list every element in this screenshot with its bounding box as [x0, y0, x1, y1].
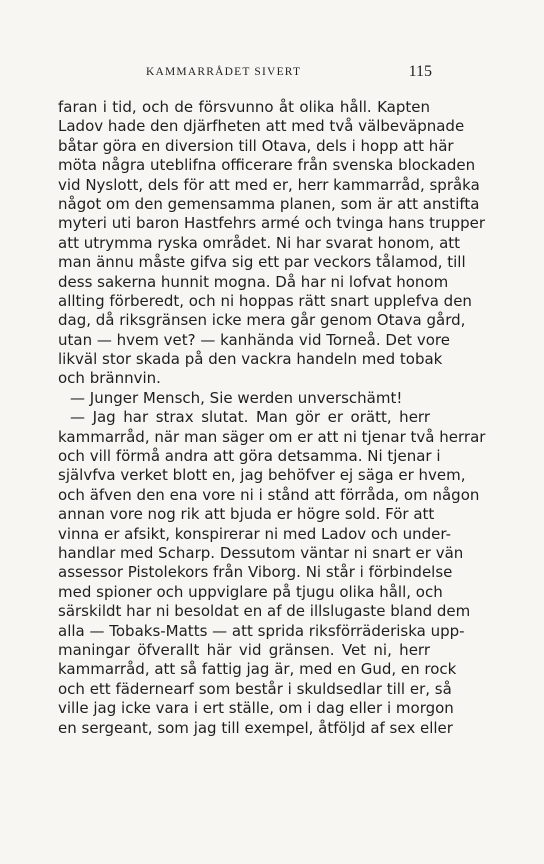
- running-title: KAMMARRÅDET SIVERT: [146, 66, 302, 78]
- text-line: vinna er afsikt, konspirerar ni med Ladov och under-: [58, 524, 451, 543]
- text-line: särskildt har ni besoldat en af de illslugaste bland dem: [58, 602, 471, 621]
- text-line: och vill förmå andra att göra detsamma. Ni tjenar i: [58, 447, 441, 466]
- text-line: — Junger Mensch, Sie werden unverschämt!: [70, 388, 403, 407]
- text-line: och brännvin.: [58, 369, 161, 388]
- text-line: handlar med Scharp. Dessutom väntar ni snart er vän: [58, 543, 464, 562]
- text-line: en sergeant, som jag till exempel, åtföljd af sex eller: [58, 718, 453, 737]
- text-line: båtar göra en diversion till Otava, dels i hopp att här: [58, 136, 454, 155]
- text-line: annan vore nog rik att bjuda er högre sold. För att: [58, 505, 435, 524]
- text-line: kammarråd, att så fattig jag är, med en Gud, en rock: [58, 660, 457, 679]
- text-line: man ännu måste gifva sig ett par veckors tålamod, till: [58, 253, 466, 272]
- text-line: Ladov hade den djärfheten att med två välbeväpnade: [58, 117, 465, 136]
- text-line: och äfven den ena vore ni i stånd att förråda, om någon: [58, 485, 480, 504]
- text-line: dess sakerna hunnit mogna. Då har ni lofvat honom: [58, 272, 449, 291]
- text-line: med spioner och uppviglare på tjugu olika håll, och: [58, 582, 443, 601]
- text-line: utan — hvem vet? — kanhända vid Torneå. Det vore: [58, 330, 450, 349]
- text-line: att utrymma ryska området. Ni har svarat honom, att: [58, 233, 461, 252]
- text-line: något om den gemensamma planen, som är att anstifta: [58, 194, 480, 213]
- text-line: alla — Tobaks-Matts — att sprida riksförräderiska upp-: [58, 621, 465, 640]
- text-line: — Jag har strax slutat. Man gör er orätt, herr: [70, 408, 430, 427]
- running-head: [112, 63, 432, 86]
- text-line: faran i tid, och de försvunno åt olika håll. Kapten: [58, 98, 430, 116]
- text-line: möta några uteblifna officerare från svenska blockaden: [58, 156, 476, 175]
- body-text: [58, 98, 486, 738]
- text-line: ville jag icke vara i ert ställe, om i dag eller i morgon: [58, 699, 454, 718]
- text-line: likväl stor skada på den vackra handeln med tobak: [58, 350, 443, 369]
- text-line: myteri uti baron Hastfehrs armé och tvinga hans trupper: [58, 214, 486, 233]
- text-line: dag, då riksgränsen icke mera går genom Otava gård,: [58, 311, 466, 330]
- text-line: och ett fädernearf som består i skuldsedlar till er, så: [58, 679, 452, 698]
- page-number: 115: [408, 63, 432, 80]
- text-line: vid Nyslott, dels för att med er, herr kammarråd, språka: [58, 175, 480, 194]
- text-line: allting förberedt, och ni hoppas rätt snart upplefva den: [58, 291, 472, 310]
- text-line: kammarråd, när man säger om er att ni tjenar två herrar: [58, 427, 486, 446]
- text-line: assessor Pistolekors från Viborg. Ni står i förbindelse: [58, 563, 453, 582]
- text-line: maningar öfverallt här vid gränsen. Vet ni, herr: [58, 640, 430, 659]
- text-line: självfva verket blott en, jag behöfver ej säga er hvem,: [58, 466, 466, 485]
